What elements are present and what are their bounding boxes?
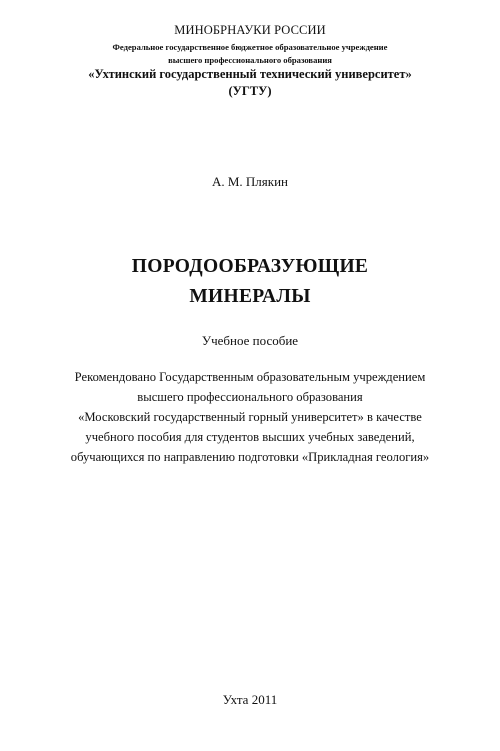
university-abbreviation: (УГТУ) — [228, 84, 272, 98]
recommendation-line: «Московский государственный горный университет» в качестве — [78, 410, 422, 424]
recommendation-line: учебного пособия для студентов высших учебных заведений, — [85, 430, 415, 444]
recommendation-line: высшего профессионального образования — [137, 390, 363, 404]
recommendation-line: обучающихся по направлению подготовки «Прикладная геология» — [70, 450, 430, 464]
place-and-year: Ухта 2011 — [222, 692, 278, 707]
author-name: А. М. Плякин — [211, 174, 289, 189]
document-type: Учебное пособие — [201, 333, 299, 348]
institution-type-line: Федеральное государственное бюджетное образовательное учреждение — [112, 42, 388, 52]
book-title-line-1: ПОРОДООБРАЗУЮЩИЕ — [131, 256, 369, 277]
university-name: «Ухтинский государственный технический университет» — [88, 67, 412, 81]
ministry-name: МИНОБРНАУКИ РОССИИ — [174, 23, 326, 37]
book-title-line-2: МИНЕРАЛЫ — [189, 286, 311, 307]
recommendation-line: Рекомендовано Государственным образовательным учреждением — [74, 370, 426, 384]
institution-level-line: высшего профессионального образования — [168, 55, 332, 65]
